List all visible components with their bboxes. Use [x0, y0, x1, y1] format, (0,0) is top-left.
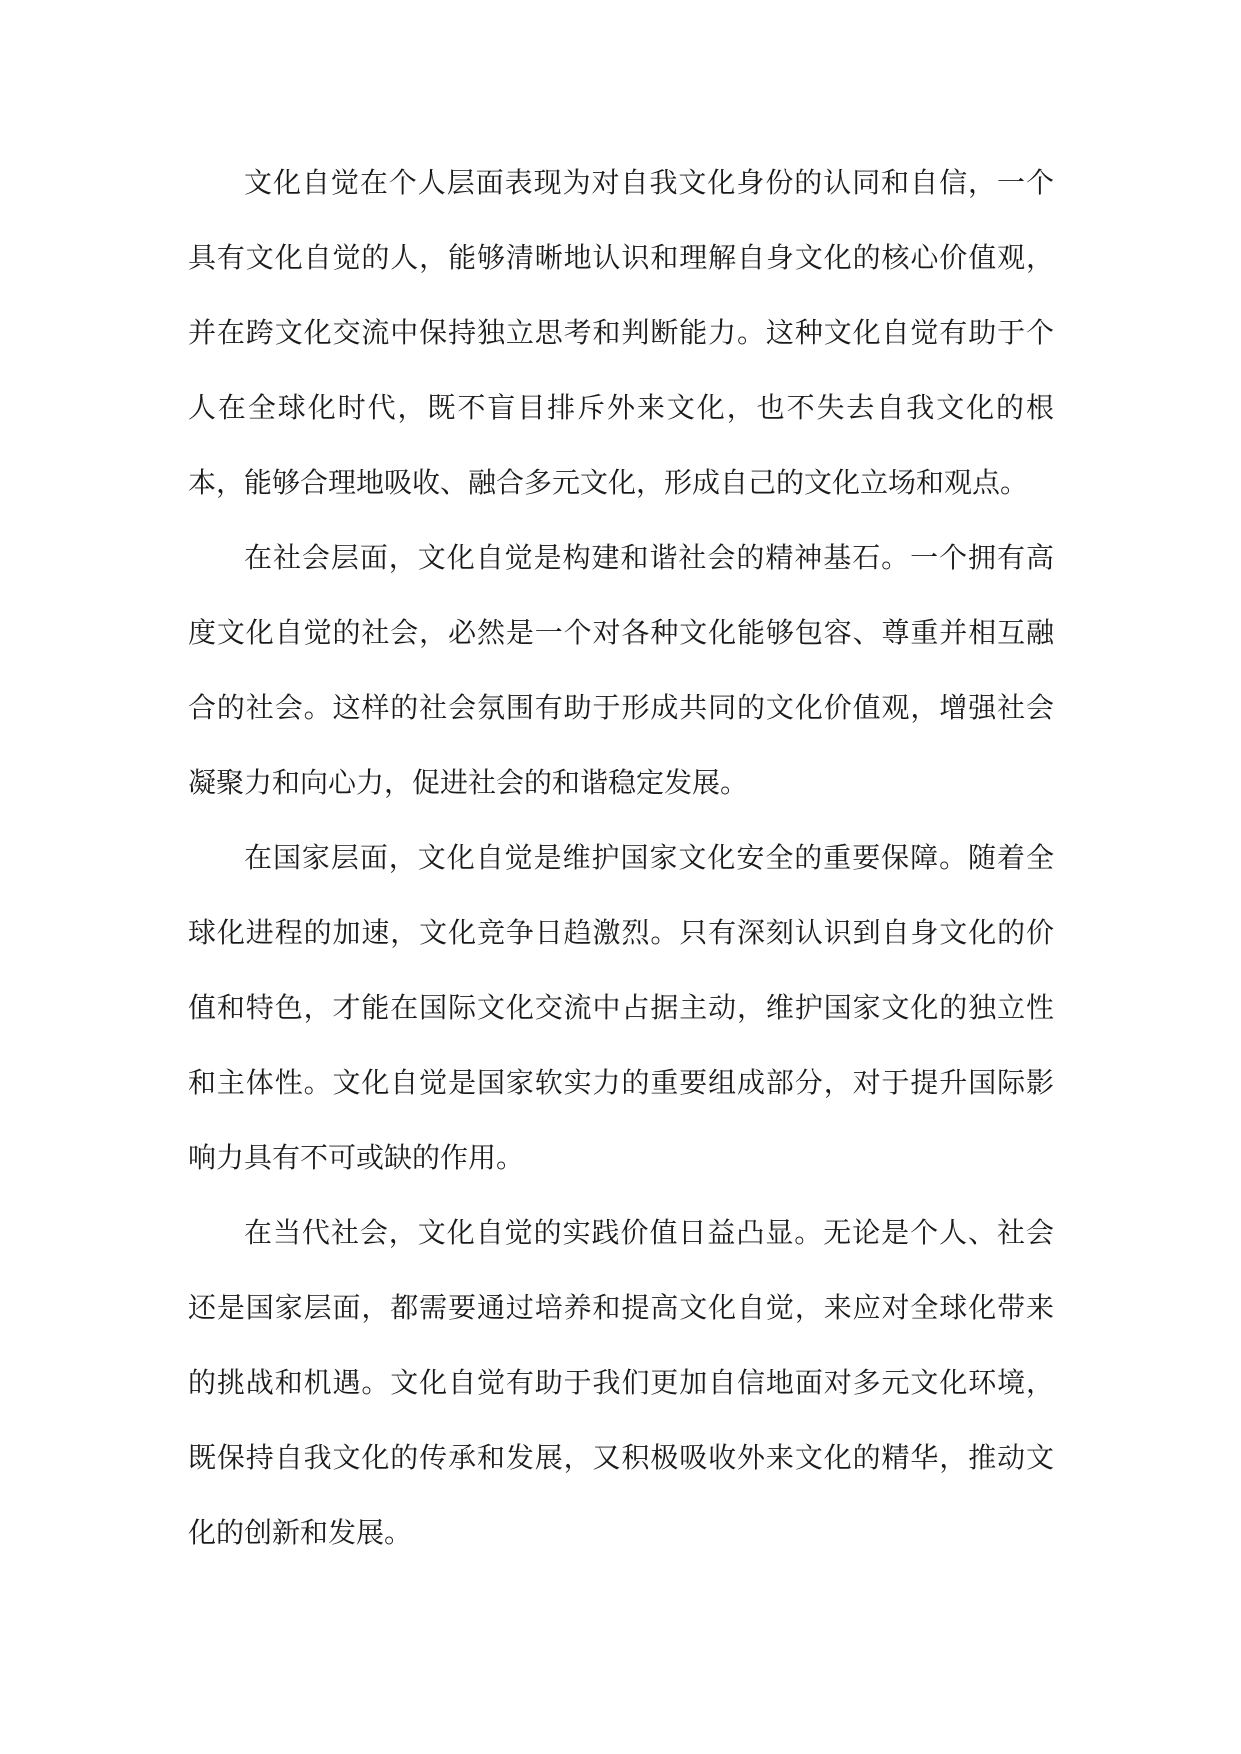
paragraph-contemporary: 在当代社会，文化自觉的实践价值日益凸显。无论是个人、社会还是国家层面，都需要通过培养和提高文化自觉，来应对全球化带来的挑战和机遇。文化自觉有助于我们更加自信地面对多元文化环境，既保持自我文化的传承和发展，又积极吸收外来文化的精华，推动文化的创新和发展。: [188, 1216, 1054, 1549]
paragraph-nation: 在国家层面，文化自觉是维护国家文化安全的重要保障。随着全球化进程的加速，文化竞争日趋激烈。只有深刻认识到自身文化的价值和特色，才能在国际文化交流中占据主动，维护国家文化的独立性和主体性。文化自觉是国家软实力的重要组成部分，对于提升国际影响力具有不可或缺的作用。: [188, 841, 1054, 1174]
paragraph-society: 在社会层面，文化自觉是构建和谐社会的精神基石。一个拥有高度文化自觉的社会，必然是一个对各种文化能够包容、尊重并相互融合的社会。这样的社会氛围有助于形成共同的文化价值观，增强社会凝聚力和向心力，促进社会的和谐稳定发展。: [188, 541, 1054, 799]
paragraph-individual: 文化自觉在个人层面表现为对自我文化身份的认同和自信，一个具有文化自觉的人，能够清晰地认识和理解自身文化的核心价值观，并在跨文化交流中保持独立思考和判断能力。这种文化自觉有助于个人在全球化时代，既不盲目排斥外来文化，也不失去自我文化的根本，能够合理地吸收、融合多元文化，形成自己的文化立场和观点。: [188, 166, 1054, 499]
document-body: [188, 145, 1054, 1570]
